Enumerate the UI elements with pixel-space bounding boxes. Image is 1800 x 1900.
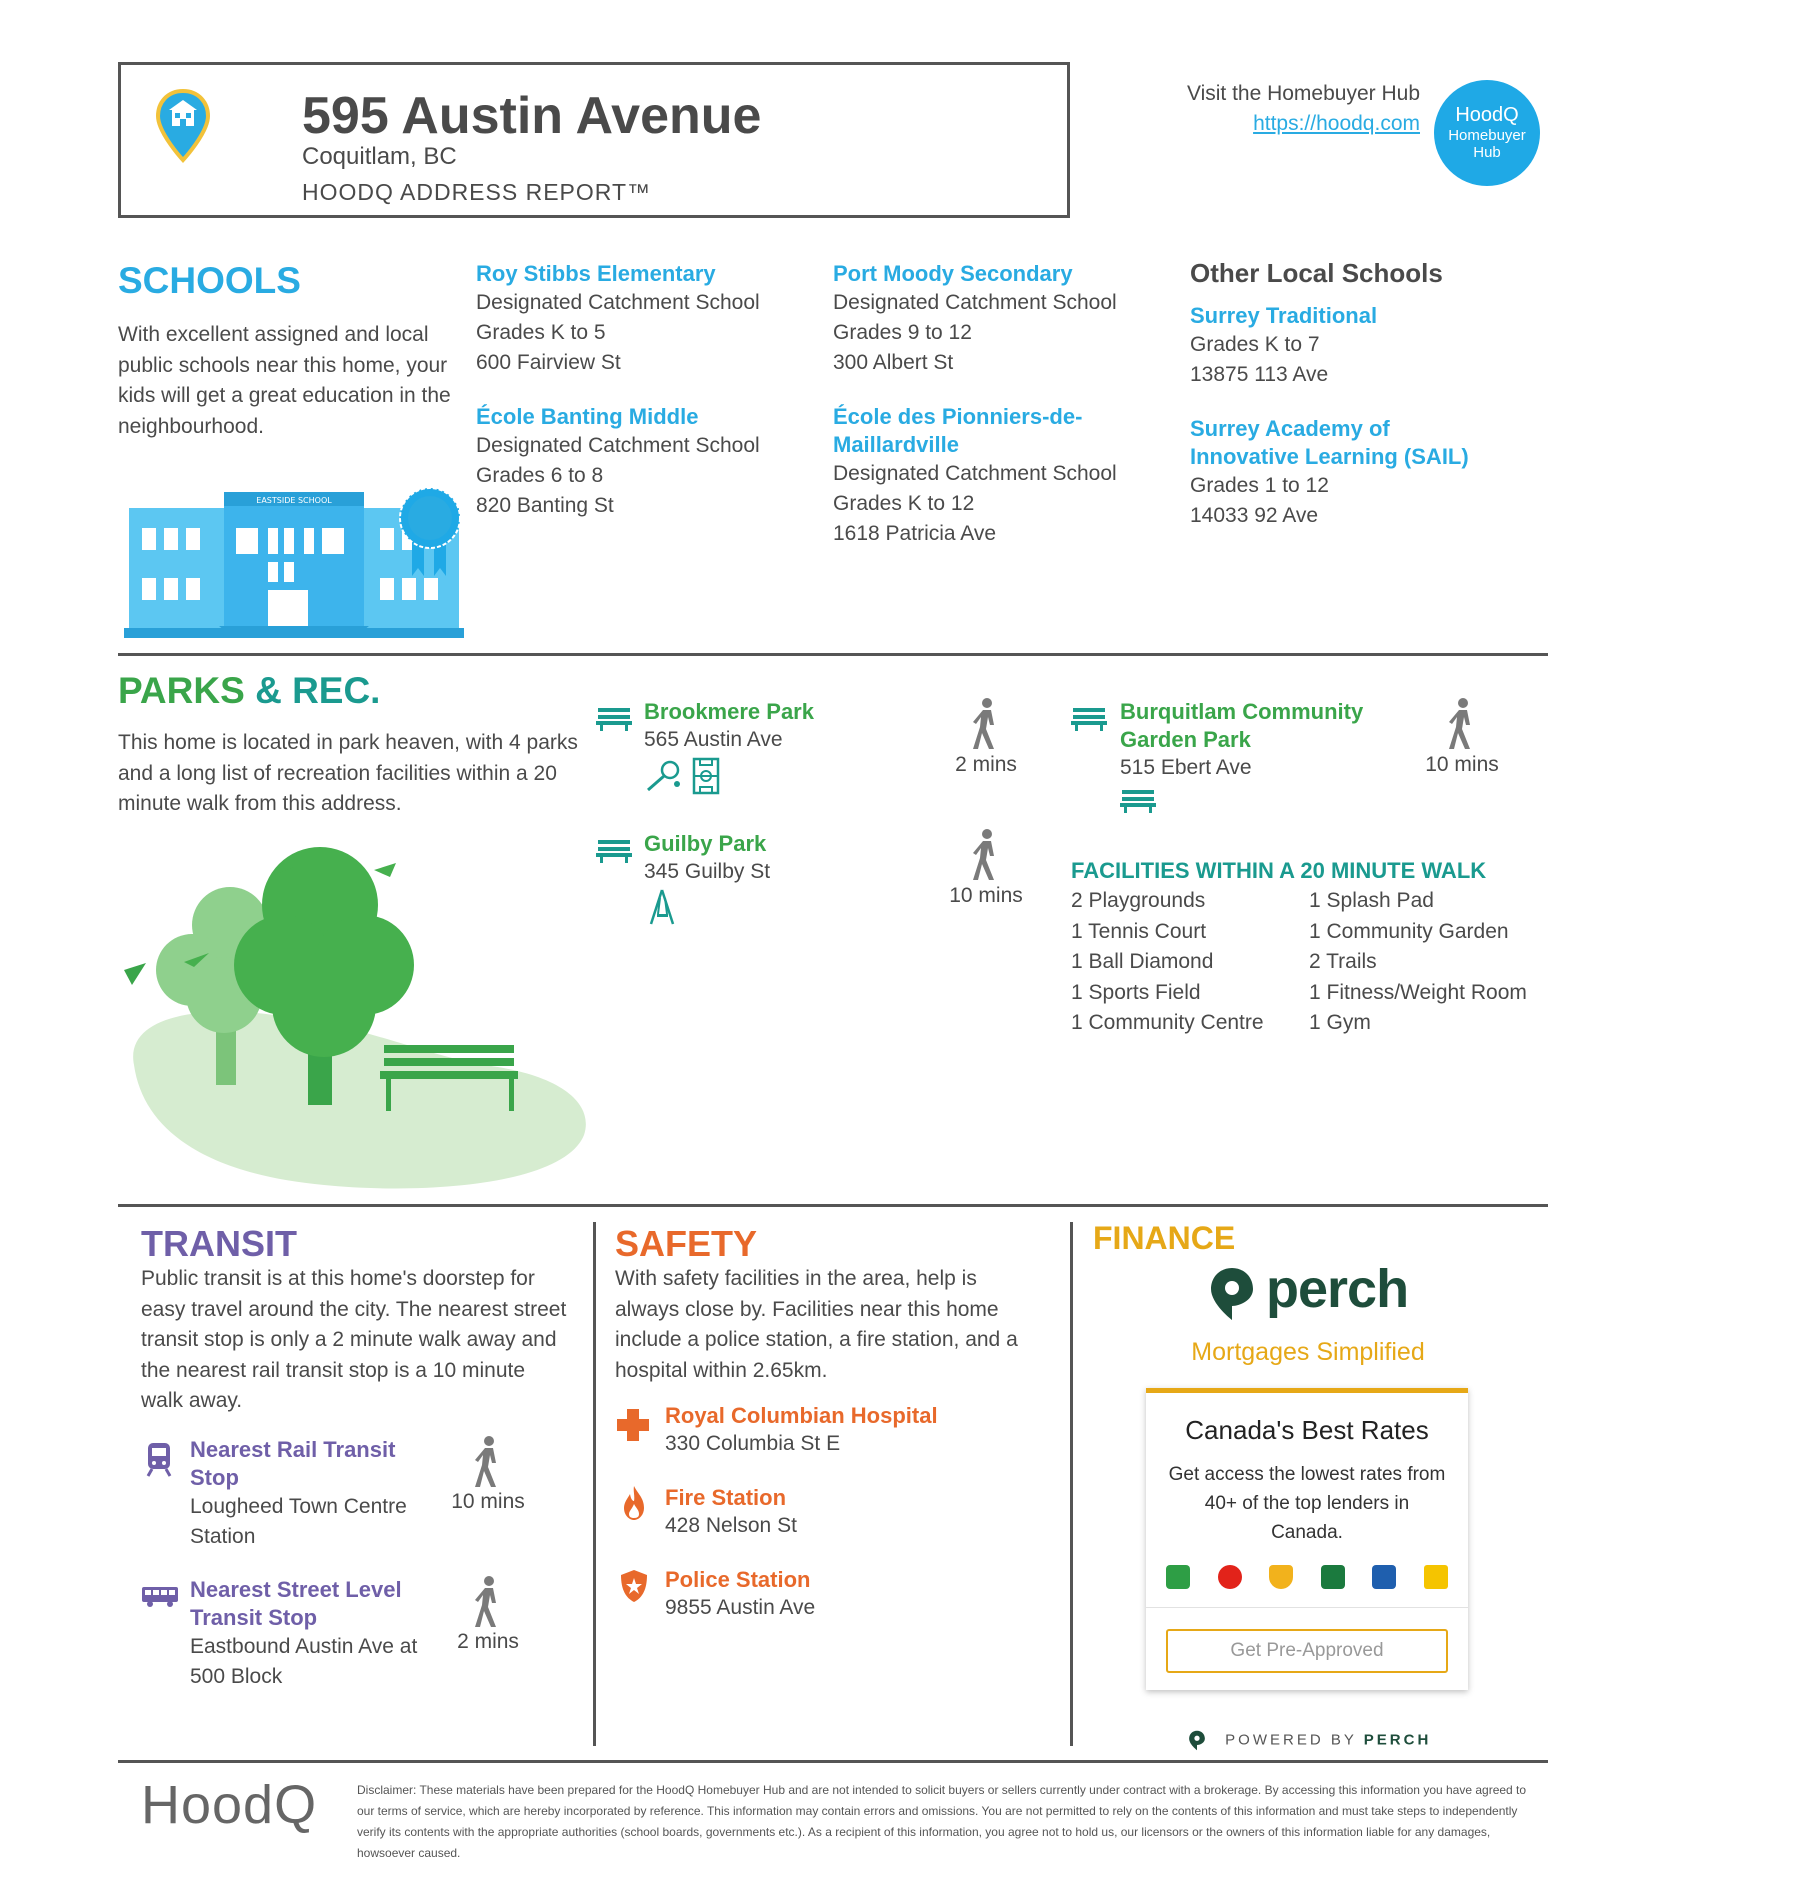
school-address: 300 Albert St — [833, 351, 954, 374]
rates-card — [1146, 1388, 1468, 1690]
school-name[interactable]: Surrey Academy of Innovative Learning (SAIL) — [1190, 416, 1469, 469]
divider — [118, 1204, 1548, 1207]
bench-icon — [1071, 706, 1107, 732]
facility-item: 1 Sports Field — [1071, 980, 1201, 1004]
lender-logo-icon — [1424, 1565, 1448, 1589]
walk-icon — [1446, 697, 1478, 751]
park-name[interactable]: Guilby Park — [644, 831, 767, 856]
homebuyer-hub-badge[interactable] — [1434, 80, 1540, 186]
school-catchment: Designated Catchment School — [476, 434, 760, 457]
schools-heading: SCHOOLS — [118, 260, 301, 301]
school-sign: EASTSIDE SCHOOL — [256, 496, 332, 505]
transit-title[interactable]: Nearest Rail Transit Stop — [190, 1437, 396, 1490]
pre-approved-button[interactable]: Get Pre-Approved — [1166, 1629, 1448, 1673]
facility-item: 2 Playgrounds — [1071, 889, 1206, 912]
hub-text: Visit the Homebuyer Hub — [1186, 82, 1420, 105]
school-address: 600 Fairview St — [476, 351, 621, 374]
transit-heading: TRANSIT — [141, 1223, 297, 1264]
park-item — [1120, 698, 1405, 782]
walk-icon — [970, 828, 1002, 882]
lender-logo-icon — [1269, 1565, 1293, 1589]
facility-item: 1 Ball Diamond — [1071, 950, 1214, 973]
safety-name[interactable]: Police Station — [665, 1567, 811, 1592]
school-name[interactable]: École Banting Middle — [476, 404, 699, 429]
bench-icon — [1120, 788, 1156, 814]
school-name[interactable]: Roy Stibbs Elementary — [476, 261, 716, 286]
walk-icon — [970, 697, 1002, 751]
finance-heading: FINANCE — [1093, 1220, 1236, 1256]
transit-place: Eastbound Austin Ave at 500 Block — [190, 1635, 418, 1688]
hoodq-logo: HoodQ — [141, 1775, 318, 1835]
transit-walk-time: 2 mins — [457, 1630, 519, 1653]
school-address: 1618 Patricia Ave — [833, 522, 997, 545]
perch-logo: perch — [1266, 1259, 1409, 1319]
school-grades: Grades K to 12 — [833, 492, 975, 515]
lender-logo-icon — [1218, 1565, 1242, 1589]
bus-icon — [141, 1584, 179, 1608]
park-address: 565 Austin Ave — [644, 728, 783, 751]
powered-by-brand: PERCH — [1363, 1731, 1432, 1749]
divider — [118, 1760, 1548, 1763]
school-catchment: Designated Catchment School — [833, 462, 1117, 485]
transit-description: Public transit is at this home's doorstep for easy travel around the city. The nearest street transit stop is only a 2 minute walk away and the nearest rail transit stop is a 10 minute walk away. — [141, 1267, 567, 1412]
safety-item — [665, 1484, 1015, 1540]
lender-logo-icon — [1321, 1565, 1345, 1589]
lender-logos — [1166, 1565, 1448, 1591]
facility-item: 1 Fitness/Weight Room — [1309, 980, 1527, 1004]
fire-icon — [622, 1484, 646, 1522]
card-title: Canada's Best Rates — [1185, 1415, 1429, 1445]
park-walk-time: 2 mins — [955, 753, 1017, 776]
school-grades: Grades 1 to 12 — [1190, 474, 1329, 497]
city-label: Coquitlam, BC — [302, 143, 457, 170]
badge-line-2: Homebuyer — [1448, 127, 1526, 144]
school-name[interactable]: École des Pionniers-de-Maillardville — [833, 404, 1083, 457]
park-walk-time: 10 mins — [1425, 753, 1499, 776]
school-grades: Grades 9 to 12 — [833, 321, 972, 344]
other-school-item — [1190, 415, 1500, 531]
train-icon — [146, 1441, 172, 1477]
parks-description: This home is located in park heaven, with 4 parks and a long list of recreation facilities within a 20 minute walk from this address. — [118, 731, 578, 815]
transit-place: Lougheed Town Centre Station — [190, 1495, 407, 1548]
school-catchment: Designated Catchment School — [833, 291, 1117, 314]
perch-small-icon — [1188, 1730, 1206, 1751]
other-schools-heading: Other Local Schools — [1190, 258, 1443, 288]
park-name[interactable]: Burquitlam Community Garden Park — [1120, 699, 1364, 752]
location-pin-icon — [155, 88, 211, 164]
facilities-left — [1071, 886, 1264, 1039]
school-grades: Grades 6 to 8 — [476, 464, 604, 487]
column-divider — [1070, 1222, 1073, 1746]
school-address: 820 Banting St — [476, 494, 614, 517]
award-badge-icon — [394, 484, 466, 580]
facility-item: 1 Splash Pad — [1309, 889, 1434, 912]
safety-description: With safety facilities in the area, help is always close by. Facilities near this home include a police station, a fire station, and a hospital within 2.65km. — [615, 1267, 1018, 1382]
park-address: 345 Guilby St — [644, 860, 771, 883]
school-catchment: Designated Catchment School — [476, 291, 760, 314]
playground-icon — [648, 888, 676, 926]
finance-tagline: Mortgages Simplified — [1191, 1338, 1425, 1366]
school-address: 13875 113 Ave — [1190, 363, 1329, 386]
parks-heading — [118, 670, 380, 712]
police-shield-icon — [619, 1568, 649, 1604]
school-grades: Grades K to 7 — [1190, 333, 1320, 356]
school-item — [476, 403, 806, 521]
safety-name[interactable]: Royal Columbian Hospital — [665, 1403, 938, 1428]
safety-address: 9855 Austin Ave — [665, 1596, 816, 1619]
safety-item — [665, 1566, 1015, 1622]
sports-field-icon — [692, 757, 720, 795]
facility-item: 1 Community Garden — [1309, 919, 1509, 943]
badge-line-3: Hub — [1473, 144, 1501, 161]
school-address: 14033 92 Ave — [1190, 504, 1319, 527]
card-divider — [1146, 1607, 1468, 1608]
safety-name[interactable]: Fire Station — [665, 1485, 787, 1510]
transit-item — [190, 1576, 450, 1692]
report-label: HOODQ ADDRESS REPORT™ — [302, 179, 652, 205]
school-name[interactable]: Surrey Traditional — [1190, 303, 1378, 328]
school-name[interactable]: Port Moody Secondary — [833, 261, 1073, 286]
facilities-right — [1309, 886, 1527, 1039]
badge-line-1: HoodQ — [1455, 104, 1519, 126]
disclaimer: Disclaimer: These materials have been prepared for the HoodQ Homebuyer Hub and are not intended to solicit buyers or sellers currently under contract with a brokerage. By accessing this information you have agreed to our terms of service, which are hereby incorporated by reference. This information may contain errors and omissions. You are not permitted to rely on the contents of this information and must take steps to independently verify its contents with the appropriate authorities (school boards, governments etc.). As a recipient of this information, you agree not to hold us, our licensors or the owners of this information liable for any damages, howsoever caused. — [357, 1783, 1527, 1860]
bench-icon — [596, 838, 632, 864]
bench-icon — [596, 706, 632, 732]
lender-logo-icon — [1372, 1565, 1396, 1589]
lender-logo-icon — [1166, 1565, 1190, 1589]
powered-by-label: POWERED BY — [1225, 1731, 1357, 1749]
transit-item — [190, 1436, 440, 1552]
walk-icon — [472, 1575, 504, 1629]
park-illustration — [124, 845, 594, 1195]
divider — [118, 653, 1548, 656]
school-item — [476, 260, 806, 378]
park-name[interactable]: Brookmere Park — [644, 699, 814, 724]
transit-title[interactable]: Nearest Street Level Transit Stop — [190, 1577, 402, 1630]
facility-item: 1 Community Centre — [1071, 1011, 1264, 1034]
school-item — [833, 260, 1163, 378]
park-item — [644, 698, 904, 754]
parks-heading-b: & REC. — [255, 670, 381, 711]
parks-heading-a: PARKS — [118, 670, 245, 711]
facility-item: 1 Tennis Court — [1071, 919, 1207, 943]
park-walk-time: 10 mins — [949, 884, 1023, 907]
tennis-icon — [644, 760, 684, 792]
school-item — [833, 403, 1123, 549]
page-title: 595 Austin Avenue — [302, 87, 762, 145]
park-address: 515 Ebert Ave — [1120, 756, 1252, 779]
safety-heading: SAFETY — [615, 1223, 758, 1264]
facilities-heading: FACILITIES WITHIN A 20 MINUTE WALK — [1071, 858, 1487, 883]
schools-description: With excellent assigned and local public schools near this home, your kids will get a great education in the neighbourhood. — [118, 323, 451, 438]
powered-by — [1188, 1730, 1431, 1751]
perch-pin-icon — [1208, 1266, 1256, 1322]
facility-item: 2 Trails — [1309, 950, 1377, 973]
facility-item: 1 Gym — [1309, 1011, 1371, 1034]
safety-item — [665, 1402, 1015, 1458]
park-item — [644, 830, 904, 886]
card-text: Get access the lowest rates from 40+ of the top lenders in Canada. — [1168, 1464, 1446, 1543]
safety-address: 330 Columbia St E — [665, 1432, 841, 1455]
hospital-cross-icon — [615, 1407, 651, 1443]
column-divider — [593, 1222, 596, 1746]
other-school-item — [1190, 302, 1520, 390]
safety-address: 428 Nelson St — [665, 1514, 797, 1537]
transit-walk-time: 10 mins — [451, 1490, 525, 1513]
school-grades: Grades K to 5 — [476, 321, 606, 344]
hub-link[interactable]: https://hoodq.com — [1253, 112, 1420, 135]
walk-icon — [472, 1435, 504, 1489]
